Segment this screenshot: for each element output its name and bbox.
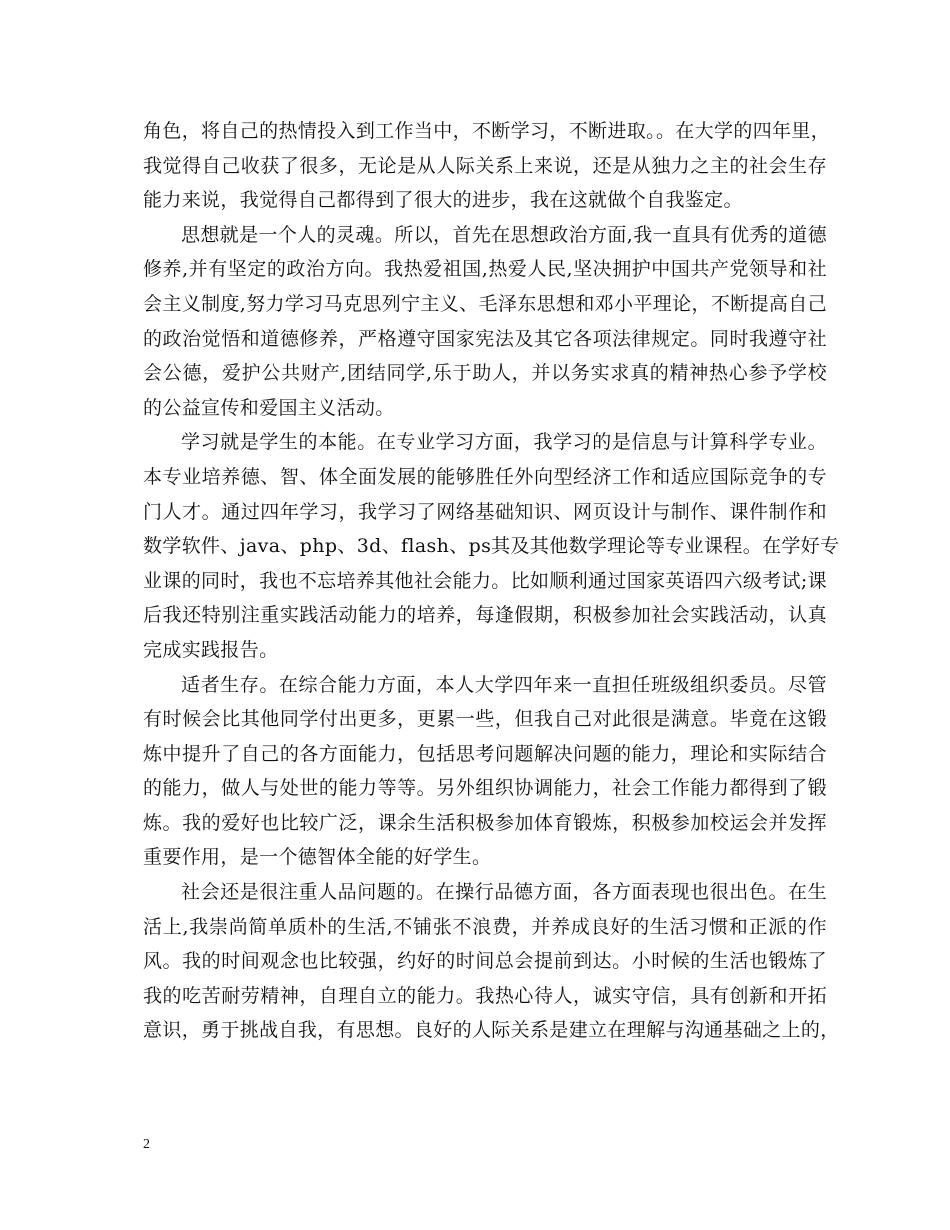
text-line: 学习就是学生的本能。在专业学习方面，我学习的是信息与计算科学专业。 bbox=[181, 431, 827, 454]
text-line: 有时候会比其他同学付出更多，更累一些，但我自己对此很是满意。毕竟在这锻 bbox=[143, 708, 827, 731]
text-line: 社会还是很注重人品问题的。在操行品德方面，各方面表现也很出色。在生 bbox=[181, 881, 827, 904]
document-body bbox=[143, 114, 840, 1048]
text-line: 会公德，爱护公共财产,团结同学,乐于助人，并以务实求真的精神热心参予学校 bbox=[143, 362, 827, 385]
text-line: 的公益宣传和爱国主义活动。 bbox=[143, 396, 395, 419]
text-line: 业课的同时，我也不忘培养其他社会能力。比如顺利通过国家英语四六级考试;课 bbox=[143, 569, 828, 592]
paragraph bbox=[143, 218, 827, 426]
text-line: 后我还特别注重实践活动能力的培养，每逢假期，积极参加社会实践活动，认真 bbox=[143, 604, 827, 627]
text-line: 炼。我的爱好也比较广泛，课余生活积极参加体育锻炼，积极参加校运会并发挥 bbox=[143, 811, 827, 834]
paragraph bbox=[143, 425, 840, 667]
paragraph bbox=[143, 875, 840, 1048]
text-line: 数学软件、java、php、3d、flash、ps其及其他数学理论等专业课程。在学好专 bbox=[143, 535, 840, 558]
text-line: 我的吃苦耐劳精神，自理自立的能力。我热心待人，诚实守信，具有创新和开拓 bbox=[143, 984, 827, 1007]
paragraph bbox=[143, 114, 831, 218]
text-line: 完成实践报告。 bbox=[143, 638, 279, 661]
text-line: 角色，将自己的热情投入到工作当中，不断学习，不断进取。。在大学的四年里， bbox=[143, 120, 831, 142]
text-line: 会主义制度,努力学习马克思列宁主义、毛泽东思想和邓小平理论，不断提高自己 bbox=[143, 292, 827, 315]
text-line: 思想就是一个人的灵魂。所以，首先在思想政治方面,我一直具有优秀的道德 bbox=[181, 223, 827, 246]
text-line: 风。我的时间观念也比较强，约好的时间总会提前到达。小时候的生活也锻炼了 bbox=[143, 950, 827, 973]
text-line: 的政治觉悟和道德修养，严格遵守国家宪法及其它各项法律规定。同时我遵守社 bbox=[143, 327, 827, 350]
text-line: 修养,并有坚定的政治方向。我热爱祖国,热爱人民,坚决拥护中国共产党领导和社 bbox=[143, 258, 827, 281]
page-number: 2 bbox=[143, 1137, 150, 1152]
text-line: 本专业培养德、智、体全面发展的能够胜任外向型经济工作和适应国际竞争的专 bbox=[143, 465, 827, 488]
text-line: 活上,我崇尚简单质朴的生活,不铺张不浪费，并养成良好的生活习惯和正派的作 bbox=[143, 915, 827, 938]
text-line: 重要作用，是一个德智体全能的好学生。 bbox=[143, 846, 492, 869]
text-line: 我觉得自己收获了很多，无论是从人际关系上来说，还是从独力之主的社会生存 bbox=[143, 154, 827, 177]
text-line: 能力来说，我觉得自己都得到了很大的进步，我在这就做个自我鉴定。 bbox=[143, 189, 743, 212]
text-line: 的能力，做人与处世的能力等等。另外组织协调能力，社会工作能力都得到了锻 bbox=[143, 777, 827, 800]
text-line: 适者生存。在综合能力方面，本人大学四年来一直担任班级组织委员。尽管 bbox=[181, 673, 827, 696]
paragraph bbox=[143, 668, 827, 876]
text-line: 意识，勇于挑战自我，有思想。良好的人际关系是建立在理解与沟通基础之上的， bbox=[143, 1019, 840, 1042]
text-line: 门人才。通过四年学习，我学习了网络基础知识、网页设计与制作、课件制作和 bbox=[143, 500, 827, 523]
text-line: 炼中提升了自己的各方面能力，包括思考问题解决问题的能力，理论和实际结合 bbox=[143, 742, 827, 765]
